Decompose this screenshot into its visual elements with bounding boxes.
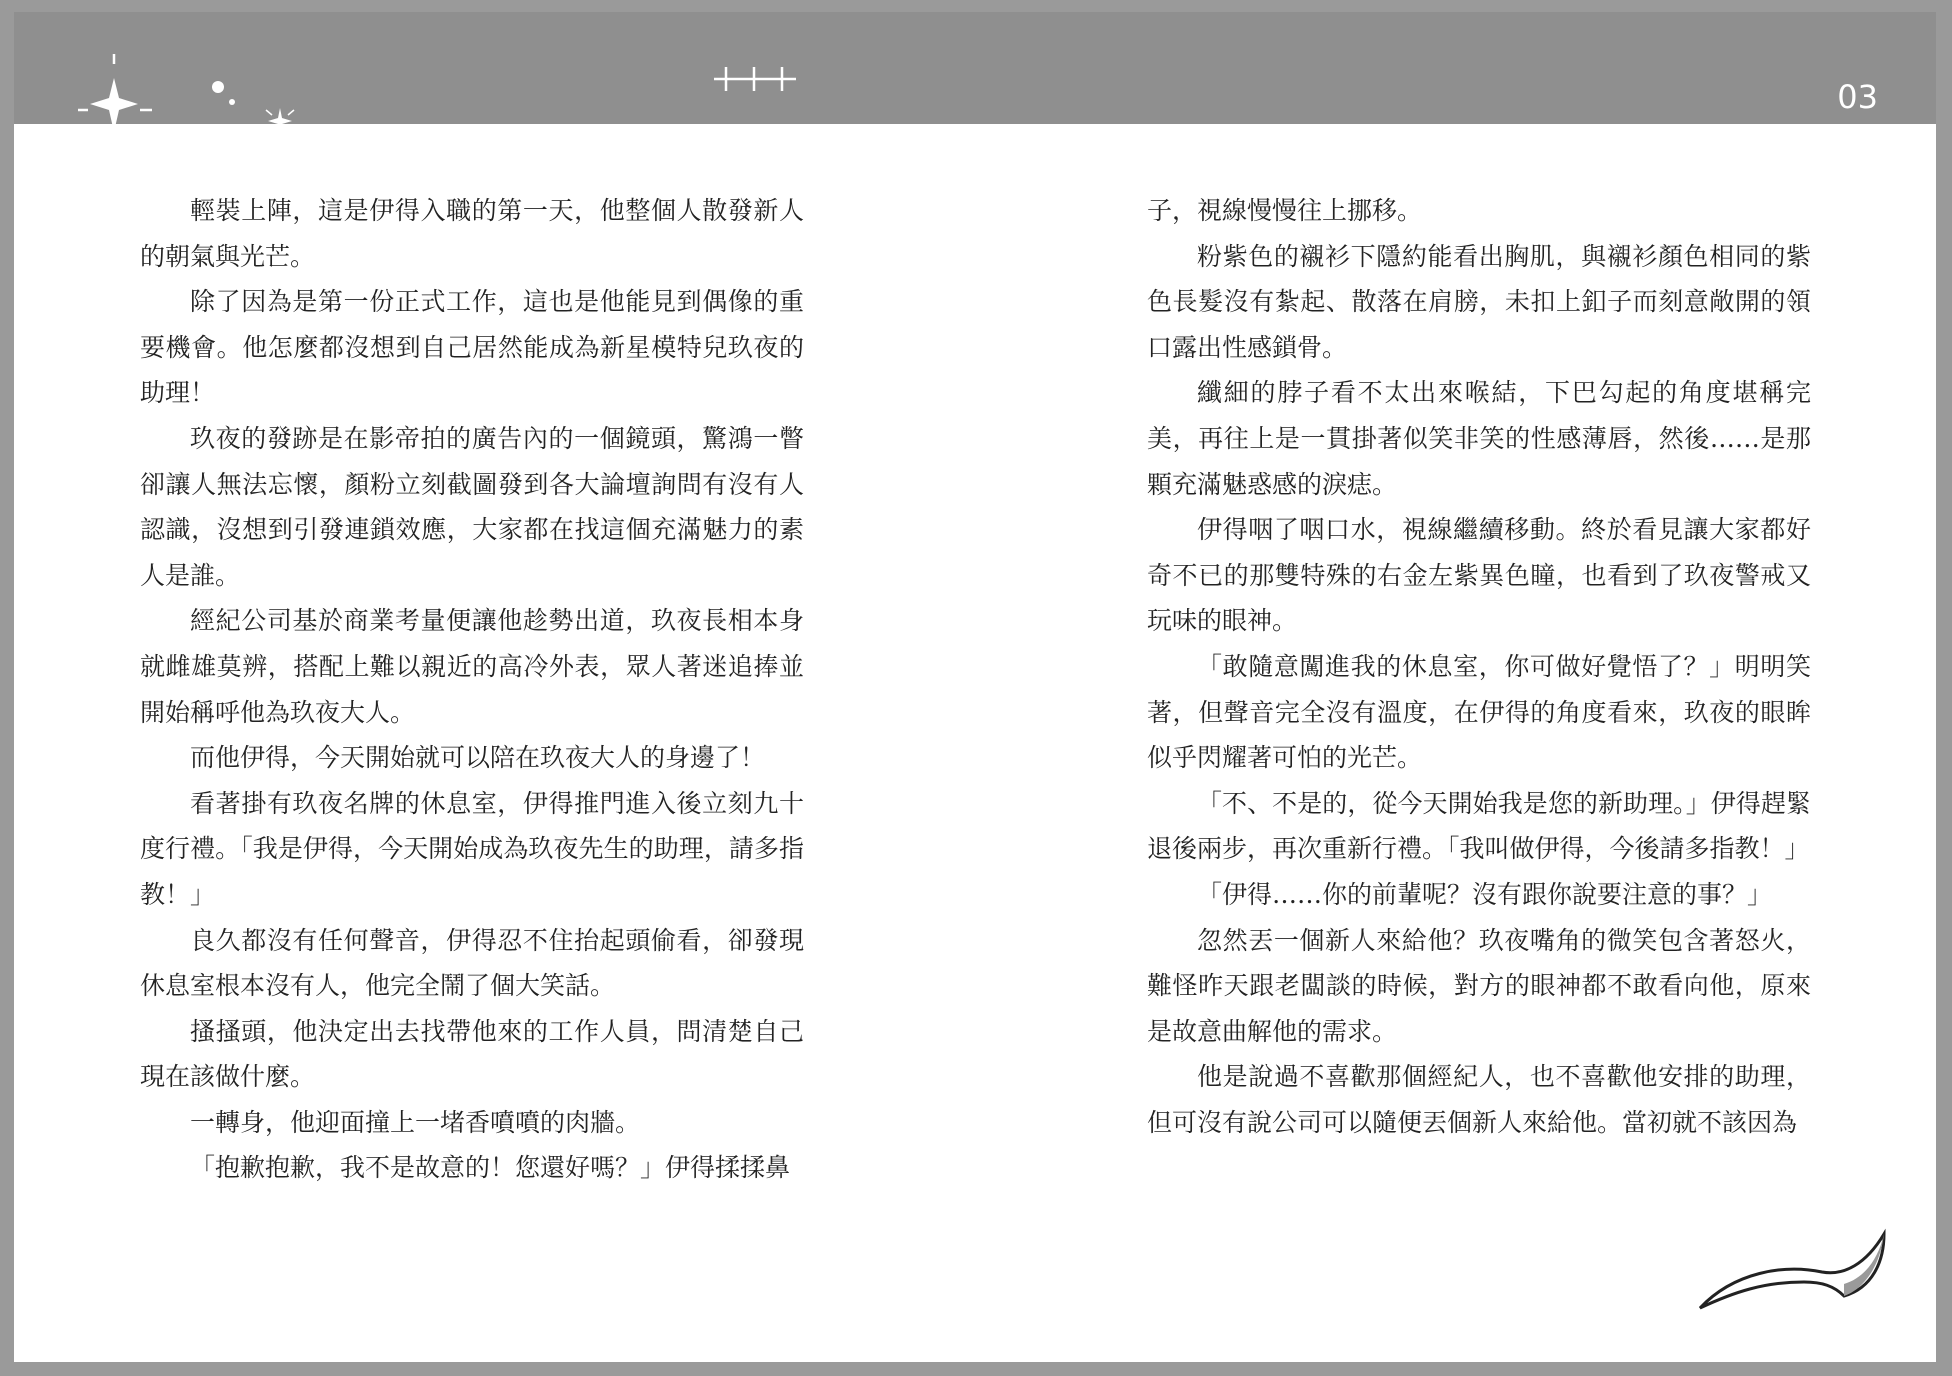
right-column — [1147, 188, 1811, 1145]
sparkle-icon — [74, 50, 186, 142]
paragraph: 伊得咽了咽口水，視線繼續移動。終於看見讓大家都好奇不已的那雙特殊的右金左紫異色瞳，也看到了玖夜警戒又玩味的眼神。 — [1147, 515, 1811, 636]
paragraph: 玖夜的發跡是在影帝拍的廣告內的一個鏡頭，驚鴻一瞥卻讓人無法忘懷，顏粉立刻截圖發到各大論壇詢問有沒有人認識，沒想到引發連鎖效應，大家都在找這個充滿魅力的素人是誰。 — [140, 423, 804, 590]
paragraph: 看著掛有玖夜名牌的休息室，伊得推門進入後立刻九十度行禮。「我是伊得，今天開始成為玖夜先生的助理，請多指教！」 — [140, 788, 804, 909]
dot-icon — [206, 76, 246, 116]
paragraph: 除了因為是第一份正式工作，這也是他能見到偶像的重要機會。他怎麼都沒想到自己居然能成為新星模特兒玖夜的助理！ — [140, 287, 804, 408]
paragraph: 良久都沒有任何聲音，伊得忍不住抬起頭偷看，卻發現休息室根本沒有人，他完全鬧了個大笑話。 — [140, 925, 804, 1001]
paragraph: 「敢隨意闖進我的休息室，你可做好覺悟了？」明明笑著，但聲音完全沒有溫度，在伊得的角度看來，玖夜的眼眸似乎閃耀著可怕的光芒。 — [1147, 651, 1811, 773]
left-column — [140, 188, 804, 1191]
book-spread — [14, 12, 1936, 1362]
paragraph: 纖細的脖子看不太出來喉結，下巴勾起的角度堪稱完美，再往上是一貫掛著似笑非笑的性感薄唇，然後……是那顆充滿魅惑感的淚痣。 — [1147, 378, 1811, 499]
header-band — [14, 12, 1936, 124]
page-number: 03 — [1837, 78, 1878, 116]
wave-swoosh-icon — [1694, 1212, 1894, 1312]
paragraph: 「伊得……你的前輩呢？沒有跟你說要注意的事？」 — [1197, 879, 1773, 909]
paragraph: 「抱歉抱歉，我不是故意的！您還好嗎？」伊得揉揉鼻 — [190, 1153, 791, 1183]
paragraph: 他是說過不喜歡那個經紀人，也不喜歡他安排的助理，但可沒有說公司可以隨便丟個新人來給他。當初就不該因為 — [1147, 1062, 1811, 1137]
paragraph: 而他伊得，今天開始就可以陪在玖夜大人的身邊了！ — [190, 743, 766, 773]
paragraph: 「不、不是的，從今天開始我是您的新助理。」伊得趕緊退後兩步，再次重新行禮。「我叫做伊得，今後請多指教！」 — [1147, 788, 1811, 864]
paragraph: 輕裝上陣，這是伊得入職的第一天，他整個人散發新人的朝氣與光芒。 — [140, 196, 804, 271]
paragraph: 粉紫色的襯衫下隱約能看出胸肌，與襯衫顏色相同的紫色長髮沒有紮起、散落在肩膀，未扣上釦子而刻意敞開的領口露出性感鎖骨。 — [1147, 241, 1811, 362]
paragraph: 搔搔頭，他決定出去找帶他來的工作人員，問清楚自己現在該做什麼。 — [140, 1016, 804, 1092]
paragraph: 經紀公司基於商業考量便讓他趁勢出道，玖夜長相本身就雌雄莫辨，搭配上難以親近的高冷外表，眾人著迷追捧並開始稱呼他為玖夜大人。 — [140, 606, 804, 727]
paragraph-continuation: 子，視線慢慢往上挪移。 — [1147, 196, 1423, 225]
paragraph: 忽然丟一個新人來給他？玖夜嘴角的微笑包含著怒火，難怪昨天跟老闆談的時候，對方的眼神都不敢看向他，原來是故意曲解他的需求。 — [1147, 925, 1811, 1046]
cross-ornament-icon — [712, 62, 798, 96]
small-star-icon — [260, 104, 300, 138]
paragraph: 一轉身，他迎面撞上一堵香噴噴的肉牆。 — [190, 1107, 641, 1137]
